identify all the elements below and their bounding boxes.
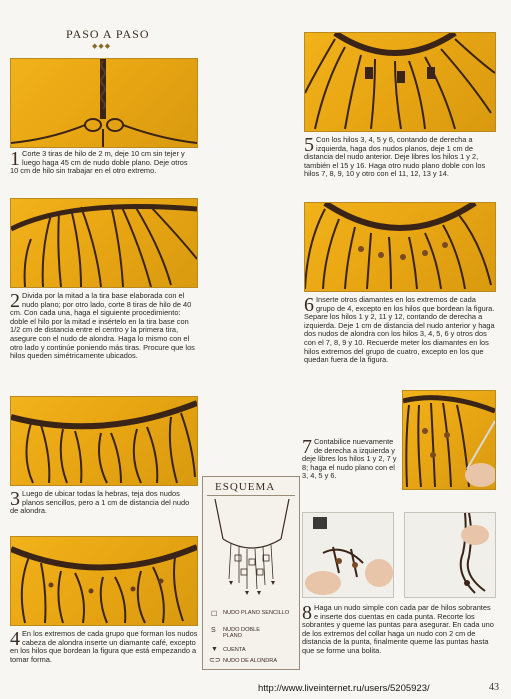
legend-label: CUENTA <box>223 647 246 653</box>
step-2 <box>10 292 198 361</box>
step-6 <box>304 296 496 365</box>
photo-step-1 <box>10 58 198 148</box>
legend-symbol-double-knot-icon: S <box>211 627 216 634</box>
legend-label: NUDO DOBLE PLANO <box>223 627 260 639</box>
page-title: PASO A PASO <box>66 27 150 41</box>
photo-step-2 <box>10 198 198 288</box>
esquema-diagram <box>209 499 295 609</box>
step-number: 6 <box>304 294 314 316</box>
step-text: Contabilice nuevamente de derecha a izquierda y deje libres los hilos 1 y 2, 7 y 8; haga el nudo plano con el 3, 4, 5 y 6. <box>302 437 397 481</box>
step-number: 7 <box>302 436 312 458</box>
photo-step-7 <box>402 390 496 490</box>
step-text: Corte 3 tiras de hilo de 2 m, deje 10 cm sin tejer y luego haga 45 cm de nudo doble plano. Deje otros 10 cm de hilo sin trabajar en el otro extremo. <box>10 149 188 176</box>
legend-label: NUDO DE ALONDRA <box>223 658 278 664</box>
photo-step-5 <box>304 32 496 132</box>
step-3 <box>10 490 198 516</box>
step-number: 4 <box>10 628 20 650</box>
legend-label: NUDO PLANO SENCILLO <box>223 610 290 616</box>
esquema-box <box>202 476 300 670</box>
photo-step-3 <box>10 396 198 486</box>
legend-symbol-square-icon: ☐ <box>211 611 218 618</box>
step-1 <box>10 150 196 176</box>
esquema-title: ESQUEMA <box>215 481 276 493</box>
title-ornament: ◆◆◆ <box>92 43 112 50</box>
photo-step-4 <box>10 536 198 626</box>
step-number: 8 <box>302 602 312 624</box>
step-4 <box>10 630 198 664</box>
step-number: 1 <box>10 148 20 170</box>
step-8 <box>302 604 496 656</box>
photo-step-8b <box>404 512 496 598</box>
step-number: 5 <box>304 134 314 156</box>
page-number: 43 <box>489 682 499 693</box>
step-text: Inserte otros diamantes en los extremos de cada grupo de 4, excepto en los hilos que bordean la figura. Separe los hilos 1 y 2, 11 y 12, contando de derecha a izquierda. Deje 1 cm de distancia del nudo anterior y haga dos nudos de alondra con los hilos 3, 4, 5, 6 y otros dos con el 7, 8, 9 y 10. Recuerde meter los diamantes en los hilos extremos del grupo de cuatro, excepto en los que quedan fuera de la figura. <box>304 295 495 365</box>
photo-step-8a <box>302 512 394 598</box>
step-text: En los extremos de cada grupo que forman los nudos cabeza de alondra inserte un diamante café, excepto en los hilos que bordean la figura que está empezando a tomar forma. <box>10 629 198 664</box>
step-number: 2 <box>10 290 20 312</box>
legend-symbol-lark-knot-icon: ⊂⊃ <box>209 657 221 664</box>
step-7 <box>302 438 398 481</box>
source-url[interactable]: http://www.liveinternet.ru/users/5205923/ <box>258 683 430 694</box>
legend-symbol-bead-icon: ▼ <box>211 646 218 653</box>
step-text: Haga un nudo simple con cada par de hilos sobrantes e inserte dos cuentas en cada punta. Recorte los sobrantes y queme las puntas para asegurar. En cada uno de los extremos del collar haga un nudo con 2 cm de distancia de la punta, finalmente queme las puntas hasta que se forme una bolita. <box>302 603 494 655</box>
step-5 <box>304 136 496 179</box>
step-number: 3 <box>10 488 20 510</box>
step-text: Luego de ubicar todas la hebras, teja dos nudos planos sencillos, pero a 1 cm de distancia del nudo de alondra. <box>10 489 190 516</box>
step-text: Con los hilos 3, 4, 5 y 6, contando de derecha a izquierda, haga dos nudos planos, deje 1 cm de distancia del nudo anterior. Deje libres los hilos 1 y 2, también el 15 y 16. Haga otro nudo plano doble con los hilos 7, 8, 9, 10 y otro con el 11, 12, 13 y 14. <box>304 135 486 179</box>
step-text: Divida por la mitad a la tira base elaborada con el nudo plano; por otro lado, corte 8 tiras de hilo de 40 cm. Con cada una, haga el siguiente procedimiento: doble el hilo por la mitad e insértelo en la tira base con 1/2 cm de distancia entre el centro y la primera tira, asegure con el nudo de alondra. Haga lo mismo con el otro lado y continúe poniendo más tiras. Procure que los hilos queden simétricamente ubicados. <box>10 291 195 361</box>
photo-step-6 <box>304 202 496 292</box>
